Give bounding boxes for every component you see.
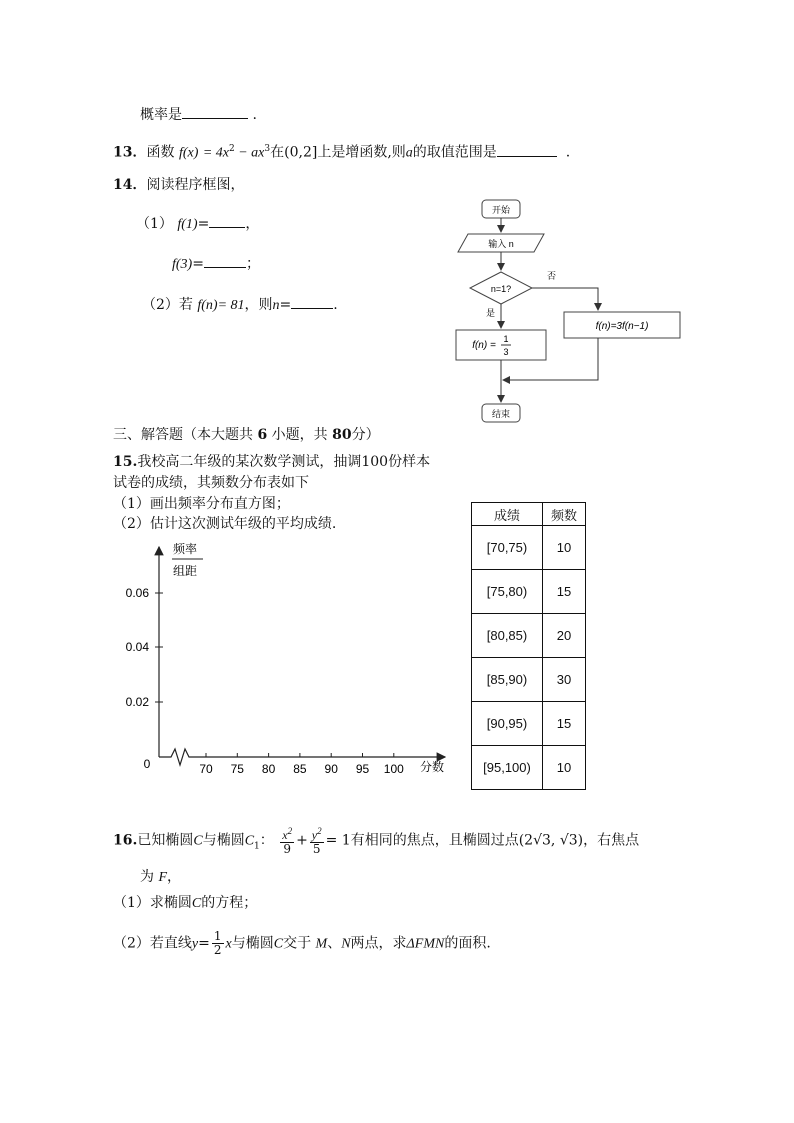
- table-cell: [70,75): [472, 526, 543, 570]
- table-cell: 15: [543, 702, 586, 746]
- x-tick-label: 80: [261, 762, 276, 776]
- math-C: C: [193, 833, 203, 849]
- answer-blank: [209, 213, 245, 228]
- math-a: a: [405, 145, 413, 161]
- q13-text: 函数: [146, 144, 175, 161]
- answer-blank: [204, 253, 246, 268]
- part-text: （1）画出频率分布直方图；: [113, 496, 290, 512]
- q12-end: .: [252, 107, 257, 123]
- math-exp: 2: [317, 826, 322, 836]
- section-text: 小题，共: [271, 427, 328, 443]
- table-cell: 10: [543, 526, 586, 570]
- y-tick-label: 0.06: [125, 586, 149, 600]
- table-cell: 15: [543, 570, 586, 614]
- math-y: y: [311, 828, 318, 842]
- math-eq: =: [197, 216, 210, 232]
- q14-part2: [142, 294, 338, 315]
- histogram-axes: [115, 535, 460, 785]
- table-cell: [90,95): [472, 702, 543, 746]
- q14-part1-line1: [136, 213, 259, 234]
- answer-blank: [182, 104, 248, 119]
- part-label: （2）若: [142, 297, 193, 313]
- frac-den: 9: [283, 842, 291, 856]
- section-title: 三、解答题（本大题共: [113, 427, 253, 443]
- math-C1: C: [244, 833, 255, 849]
- frac-den: 2: [213, 943, 222, 957]
- math-eq: =: [198, 935, 210, 952]
- punct: ，: [167, 869, 182, 885]
- q16-text: 已知椭圆: [137, 832, 194, 849]
- table-cell: [75,80): [472, 570, 543, 614]
- flow-yes-frac-den: 3: [503, 347, 509, 357]
- q15-text: 我校高二年级的某次数学测试，抽调: [137, 454, 362, 470]
- x-tick-label: 95: [355, 762, 370, 776]
- q14-title: 阅读程序框图，: [146, 177, 245, 193]
- math-triangle: ΔFMN: [406, 936, 445, 952]
- flow-start-label: 开始: [491, 205, 511, 215]
- flow-yes-box-label: f(n) =: [472, 340, 496, 351]
- section-text: 分）: [351, 427, 380, 443]
- math-point: (2√3, √3): [518, 832, 584, 849]
- math-fn: f(n): [197, 298, 218, 313]
- table-header-row: [472, 503, 586, 526]
- q13-text: 在: [270, 144, 285, 161]
- part-text: 两点，求: [350, 935, 407, 952]
- flow-input-label: 输入 n: [488, 239, 514, 249]
- frequency-table: [471, 502, 586, 790]
- table-row: [472, 526, 586, 570]
- math-C: C: [191, 896, 202, 911]
- math-expr: − ax: [234, 145, 265, 161]
- question-15-line2: [113, 474, 309, 492]
- xlabel: 分数: [420, 760, 445, 774]
- part-label: （1）: [136, 216, 173, 232]
- part-text: 的方程；: [201, 895, 258, 911]
- math-n: n: [272, 298, 280, 313]
- ylabel-bottom: 组距: [173, 564, 198, 578]
- frac-num: [310, 825, 324, 843]
- math-eq: =: [192, 256, 204, 272]
- punct: .: [333, 297, 338, 313]
- flow-decision-label: n=1?: [490, 284, 512, 294]
- fraction-x2-9: [280, 825, 294, 856]
- section-count: 6: [257, 427, 268, 443]
- section-points: 80: [332, 427, 352, 443]
- part-text: （2）估计这次测试年级的平均成绩.: [113, 516, 337, 532]
- math-plus: +: [296, 832, 308, 849]
- flow-yes-frac-num: 1: [503, 334, 509, 344]
- question-number: 14．: [113, 177, 147, 193]
- math-C: C: [273, 936, 284, 952]
- table-row: [472, 746, 586, 790]
- math-eq: =: [279, 297, 292, 313]
- punct: ，: [245, 216, 260, 232]
- math-x: x: [282, 828, 288, 842]
- flow-no-label: 否: [547, 271, 557, 281]
- math-x: (x): [182, 145, 199, 161]
- q14-text: ，则: [244, 297, 273, 313]
- origin-label: 0: [143, 757, 151, 771]
- math-M: M: [315, 936, 328, 952]
- math-F: F: [158, 870, 168, 885]
- table-header: 成绩: [472, 503, 543, 526]
- punct: 、: [327, 935, 342, 952]
- math-expr: = 4x: [202, 145, 229, 161]
- q15-part1: [113, 495, 290, 513]
- x-tick-label: 90: [324, 762, 338, 776]
- table-cell: 30: [543, 658, 586, 702]
- q13-text: 上是增函数,则: [317, 144, 406, 161]
- punct: ：: [259, 832, 274, 849]
- q16-part2: [113, 930, 491, 958]
- math-exp: 3: [264, 144, 271, 154]
- frac-num: [280, 825, 294, 843]
- x-tick-label: 75: [230, 762, 244, 776]
- y-ticks: [126, 586, 163, 709]
- frac-num: 1: [213, 929, 222, 943]
- answer-blank: [291, 294, 333, 309]
- question-number: 16.: [113, 832, 138, 849]
- math-exp: 2: [287, 826, 293, 836]
- math-exp: 2: [229, 144, 235, 154]
- y-tick-label: 0.04: [125, 640, 149, 654]
- frac-den: 5: [312, 842, 321, 856]
- q15-number: 100: [361, 454, 389, 470]
- table-row: [472, 702, 586, 746]
- question-16-line1: [113, 825, 639, 859]
- question-number: 15.: [113, 454, 138, 470]
- q15-part2: [113, 515, 336, 533]
- table-row: [472, 658, 586, 702]
- q12-text: 概率是: [140, 107, 182, 123]
- flowchart: [440, 190, 700, 430]
- q16-text: 与椭圆: [202, 832, 245, 849]
- math-N: N: [341, 936, 351, 952]
- ylabel-top: 频率: [173, 542, 198, 556]
- q15-text: 份样本: [388, 454, 431, 470]
- part-text: 交于: [283, 935, 312, 952]
- math-y: y: [191, 936, 199, 952]
- flow-no-box-label: f(n)=3f(n−1): [595, 321, 649, 332]
- table-cell: [85,90): [472, 658, 543, 702]
- table-row: [472, 570, 586, 614]
- table-cell: 20: [543, 614, 586, 658]
- flow-end-label: 结束: [491, 409, 511, 419]
- y-tick-label: 0.02: [125, 695, 149, 709]
- answer-blank: [497, 142, 557, 157]
- question-14-title: [113, 176, 244, 194]
- q16-text: 有相同的焦点，且椭圆过点: [350, 832, 519, 849]
- q16-part1: [113, 894, 257, 913]
- q15-text: 试卷的成绩，其频数分布表如下: [113, 475, 309, 491]
- q13-end: .: [565, 144, 571, 161]
- question-number: 13．: [113, 144, 147, 161]
- x-tick-label: 100: [383, 762, 404, 776]
- fraction-half: [212, 930, 224, 957]
- table-header: 频数: [543, 503, 586, 526]
- flow-yes-label: 是: [486, 308, 496, 318]
- math-x: x: [225, 936, 232, 952]
- q16-text: 为: [140, 869, 154, 885]
- question-13: [113, 140, 570, 163]
- question-15-line1: [113, 453, 430, 471]
- math-f1: f(1): [177, 217, 198, 232]
- math-eq: = 81: [217, 298, 245, 313]
- table-cell: 10: [543, 746, 586, 790]
- q16-text: ，右焦点: [583, 832, 640, 849]
- math-eq: = 1: [325, 832, 351, 849]
- table-cell: [95,100): [472, 746, 543, 790]
- part-text: （1）求椭圆: [113, 895, 192, 911]
- question-16-line2: [140, 868, 181, 887]
- q13-text: 的取值范围是: [412, 144, 497, 161]
- math-f: f: [178, 145, 183, 161]
- part-text: 与椭圆: [231, 935, 274, 952]
- q14-part1-line2: [172, 253, 260, 274]
- math-interval: (0,2]: [284, 144, 318, 161]
- q12-line: [140, 104, 257, 124]
- fraction-y2-5: [310, 825, 324, 856]
- math-f3: f(3): [172, 257, 193, 272]
- part-text: （2）若直线: [113, 935, 192, 952]
- flow-no-arrow: [532, 288, 598, 310]
- table-cell: [80,85): [472, 614, 543, 658]
- x-tick-label: 70: [199, 762, 213, 776]
- punct: ；: [245, 256, 260, 272]
- x-tick-label: 85: [293, 762, 307, 776]
- math-sub: 1: [254, 841, 260, 852]
- table-row: [472, 614, 586, 658]
- part-text: 的面积.: [444, 935, 491, 952]
- section-heading: [113, 426, 380, 444]
